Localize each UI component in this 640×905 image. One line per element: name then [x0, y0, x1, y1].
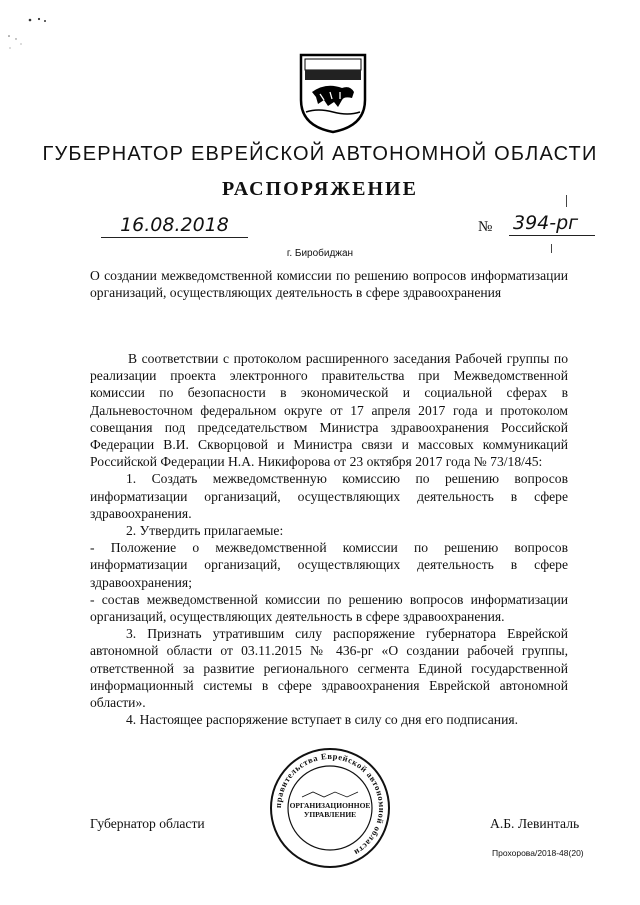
- coat-of-arms-icon: [298, 52, 368, 134]
- order-item-4: 4. Настоящее распоряжение вступает в силу со дня его подписания.: [126, 712, 519, 728]
- document-date: 16.08.2018: [101, 214, 248, 238]
- document-subject: О создании межведомственной комиссии по решению вопросов информатизации организаций, осуществляющих деятельность в сфере здравоохранения: [90, 268, 568, 301]
- document-type-title: РАСПОРЯЖЕНИЕ: [222, 178, 418, 200]
- official-seal-stamp: [268, 746, 392, 870]
- issuing-authority: ГУБЕРНАТОР ЕВРЕЙСКОЙ АВТОНОМНОЙ ОБЛАСТИ: [42, 143, 598, 165]
- order-item-2: 2. Утвердить прилагаемые:: [126, 523, 284, 539]
- signatory-title: Губернатор области: [90, 816, 205, 831]
- order-item-3: 3. Признать утратившим силу распоряжение губернатора Еврейской автономной области от 03.11.2015 № 436-рг «О создании рабочей группы, ответственной за развитие регионального сегмента Единой государственной информационный системы в сфере здравоохранения Еврейской автономной области».: [90, 626, 568, 711]
- margin-tick: [566, 195, 567, 207]
- city-label: г. Биробиджан: [286, 248, 354, 259]
- document-number: 394-рг: [509, 212, 595, 236]
- executor-note: Прохорова/2018-48(20): [492, 848, 584, 858]
- document-body: [90, 350, 568, 728]
- seal-center-line-2: УПРАВЛЕНИЕ: [303, 810, 357, 819]
- signatory-name: А.Б. Левинталь: [490, 816, 580, 831]
- order-item-2b: - состав межведомственной комиссии по решению вопросов информатизации организаций, осуществляющих деятельность в сфере здравоохранения.: [90, 591, 568, 625]
- number-sign: №: [478, 219, 493, 235]
- seal-ring-text: правительства Еврейской автономной области: [272, 750, 388, 859]
- seal-center-line-1: ОРГАНИЗАЦИОННОЕ: [289, 801, 371, 810]
- order-item-1: 1. Создать межведомственную комиссию по решению вопросов информатизации организаций, осуществляющих деятельность в сфере здравоохранения.: [90, 471, 568, 521]
- scan-artifact-marks: [6, 8, 56, 58]
- order-item-2a: - Положение о межведомственной комиссии по решению вопросов информатизации организаций, осуществляющих деятельность в сфере здравоохранения;: [90, 540, 568, 590]
- preamble-paragraph: В соответствии с протоколом расширенного заседания Рабочей группы по реализации проекта электронного правительства при Межведомственной комиссии по безопасности в экономической и социальной сферах в Дальневосточном федеральном округе от 17 апреля 2017 года и протоколом совещания под председательством Министра здравоохранения Российской Федерации В.И. Скворцовой и Министра связи и массовых коммуникаций Российской Федерации Н.А. Никифорова от 23 октября 2017 года № 73/18/45:: [90, 351, 568, 470]
